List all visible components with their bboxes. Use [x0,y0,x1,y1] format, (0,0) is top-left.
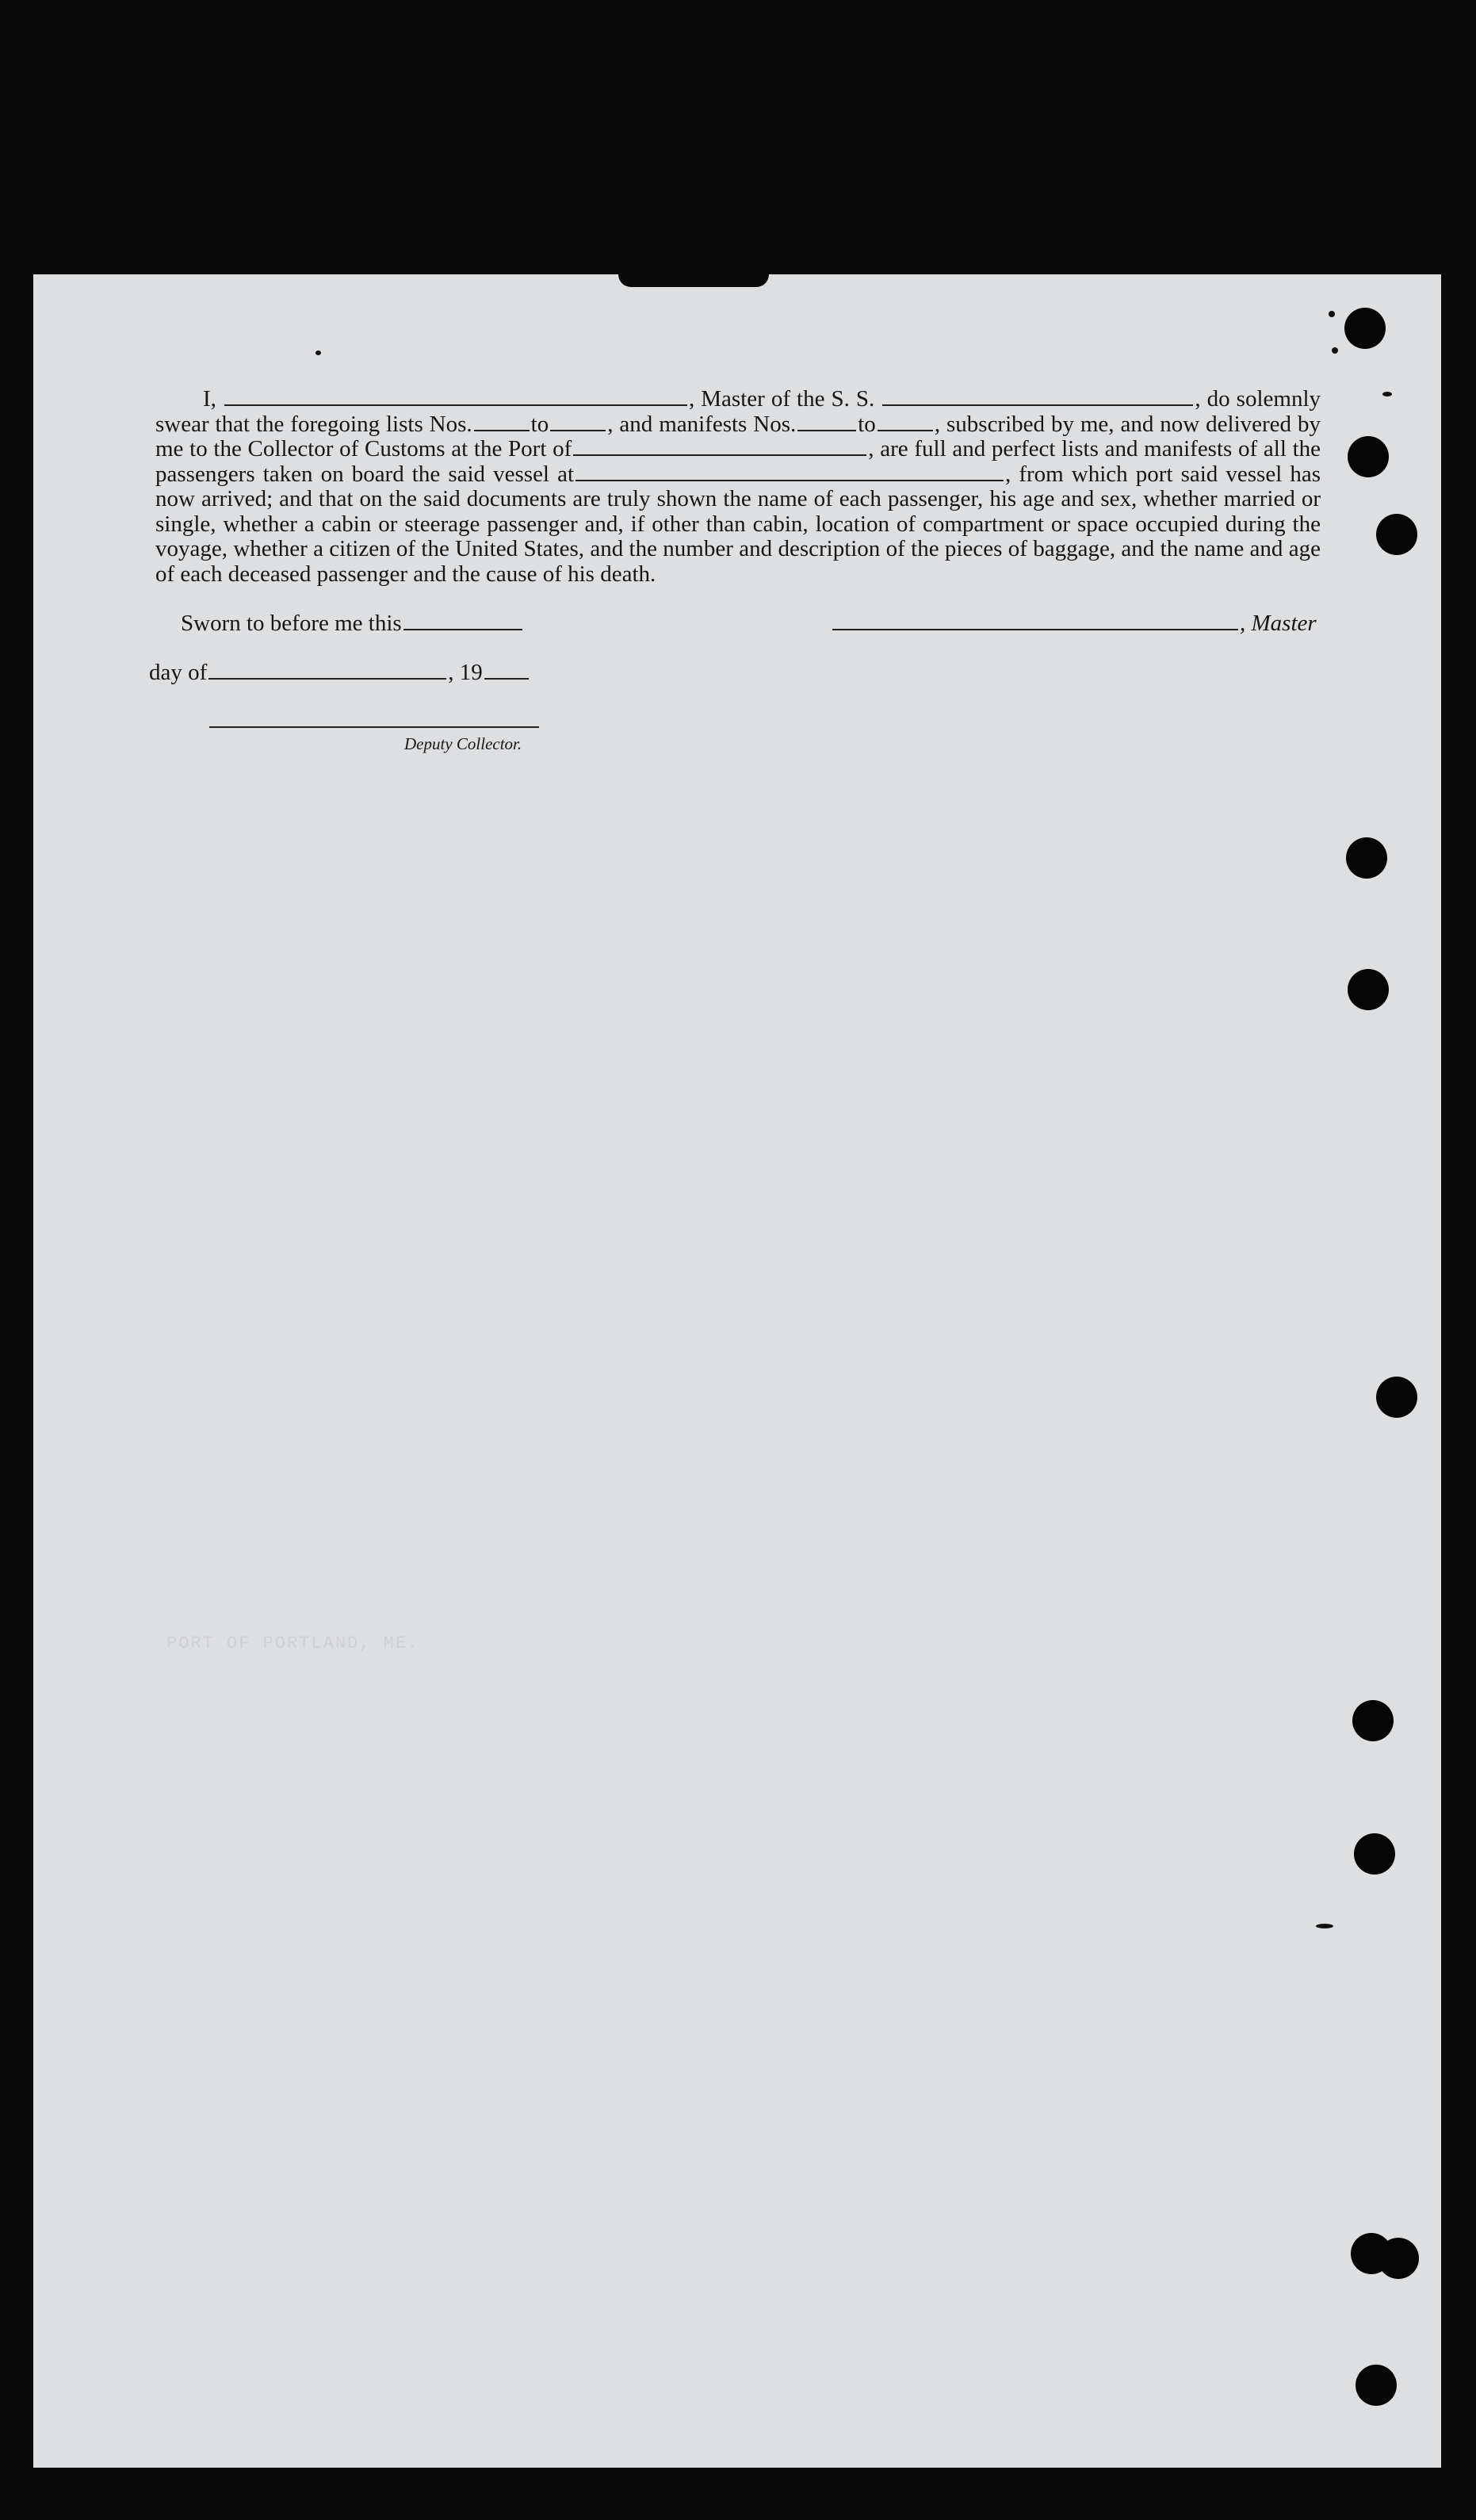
sworn-day-blank [403,628,522,630]
deputy-collector-signature-line [209,726,539,728]
master-signature-line [831,611,1317,637]
speck [1382,392,1392,396]
punch-hole [1348,969,1389,1010]
oath-swear: swear that the foregoing lists Nos. [155,411,472,437]
master-label: , Master [1240,611,1317,636]
deputy-collector-label: Deputy Collector. [404,734,522,753]
lists-to-blank [550,429,606,431]
oath-to-1: to [530,411,549,437]
oath-subscribed: , subscribed by me, and now [934,411,1200,437]
punch-hole [1354,1833,1395,1875]
oath-solemnly: , do solemnly [1195,386,1321,412]
oath-delivered: delivered by me to the Collector of Customs at the Port of [155,411,1321,461]
oath-to-2: to [858,411,876,437]
punch-hole [1356,2365,1397,2406]
punch-hole [1376,1377,1417,1418]
punch-hole [1346,837,1387,879]
oath-i: I, [203,386,216,412]
paper-tear [618,274,769,287]
oath-remainder: port said vessel has now arrived; and that on the said documents are truly shown the name of each passenger, his age and sex, whether married or single, whether a cabin or steerage passenger and, if other than cabin, location of compartment or space occupied during the voyage, whether a citizen of the United States, and the number and description of the pieces of baggage, and the name and age of each deceased passenger and the cause of his death. [155,461,1321,587]
year-prefix: , 19 [448,660,483,685]
manifests-to-blank [878,429,933,431]
embark-port-blank [575,479,1004,481]
sworn-line [181,611,524,637]
port-blank [573,454,866,456]
oath-and-manifests: , and manifests Nos. [607,411,797,437]
punch-hole [1344,308,1386,349]
year-blank [484,677,529,680]
speck [1332,347,1338,354]
speck [1316,1924,1333,1928]
document-page [33,274,1441,2468]
speck [315,350,321,355]
manifests-from-blank [797,429,856,431]
oath-paragraph [155,387,1321,587]
ship-name-blank [882,404,1193,406]
speck [1329,311,1335,317]
month-blank [208,677,446,680]
master-signature-blank [832,628,1238,630]
faint-show-through-text: PORT OF PORTLAND, ME. [166,1633,420,1653]
sworn-text: Sworn to before me this [181,611,402,636]
oath-from-which: , from which [1005,461,1128,487]
punch-hole [1378,2238,1419,2279]
punch-hole [1348,436,1389,477]
master-name-blank [224,404,687,406]
oath-manifests-all: manifests of all the passengers taken on board the said vessel at [155,436,1321,487]
oath-master-of: , Master of the S. S. [688,386,875,412]
punch-hole [1376,514,1417,555]
lists-from-blank [474,429,530,431]
oath-full-perfect: , are full and perfect lists and [868,436,1138,461]
day-of-line [149,660,530,686]
punch-hole [1352,1700,1394,1741]
day-of-text: day of [149,660,208,685]
